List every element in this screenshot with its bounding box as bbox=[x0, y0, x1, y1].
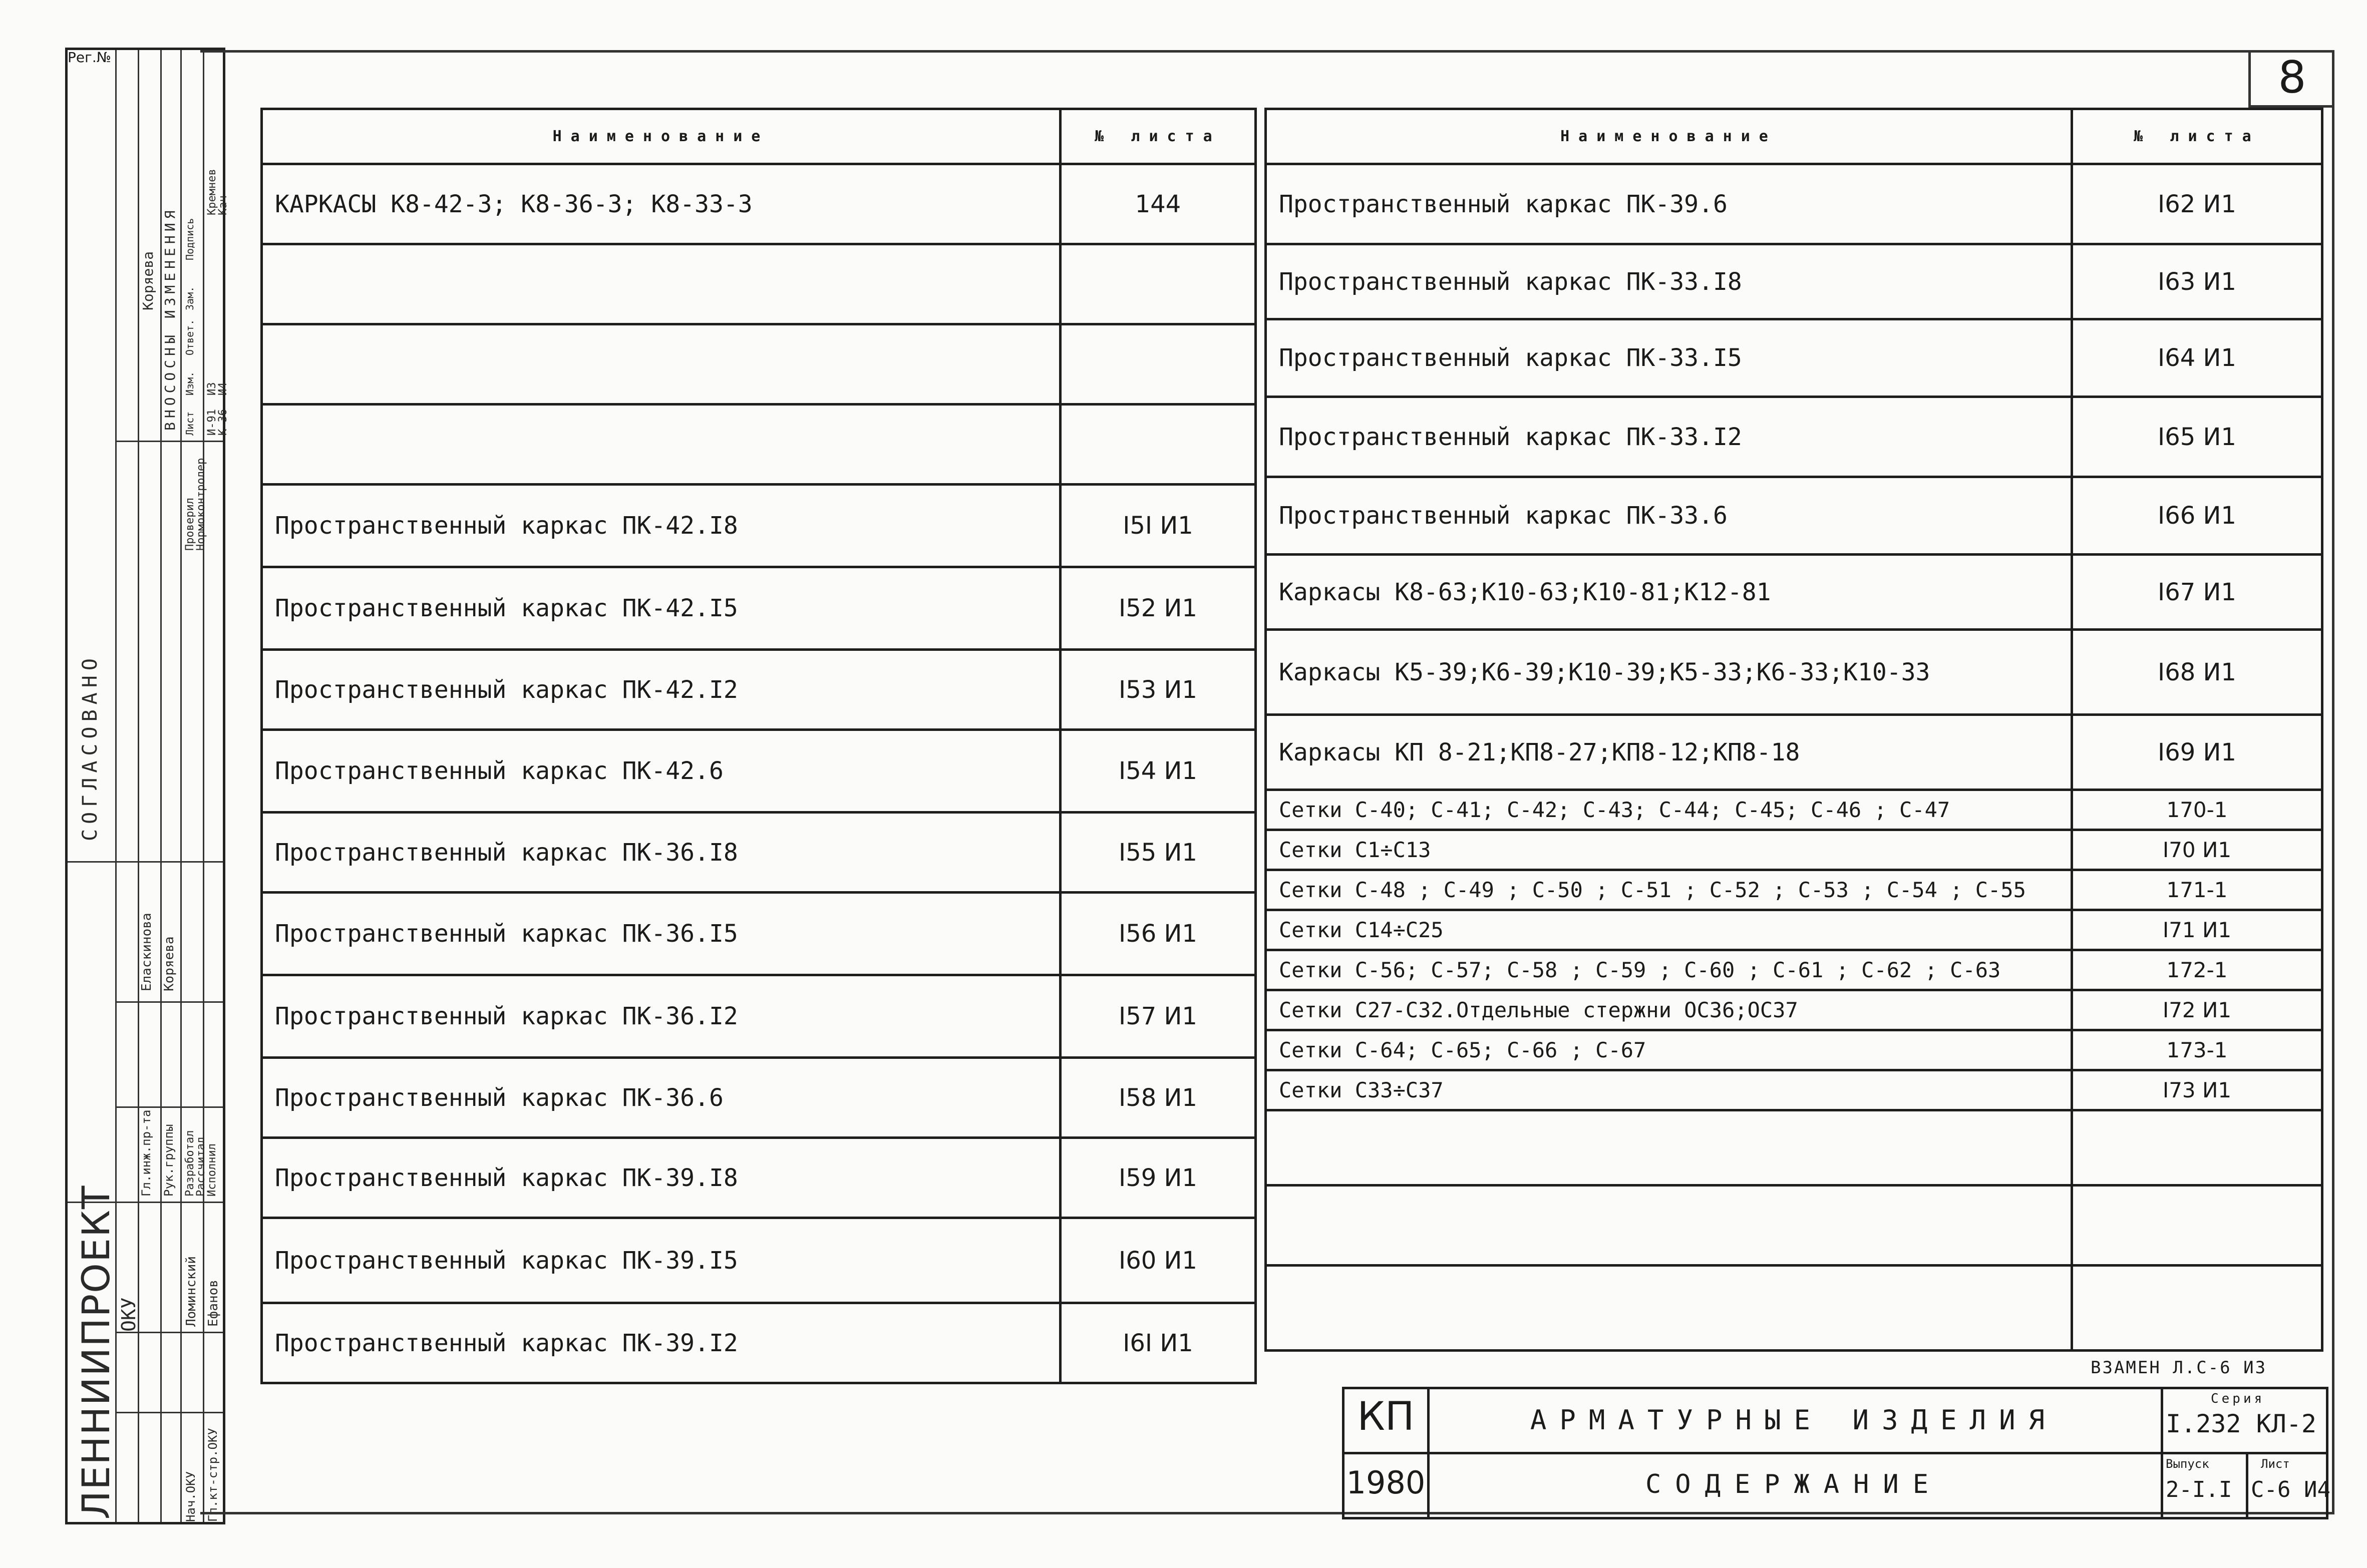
page-number: 8 bbox=[2278, 52, 2306, 103]
sheet-label: Лист bbox=[2261, 1457, 2290, 1471]
role-executor: Исполнил bbox=[206, 1143, 218, 1197]
checked-by: Коряева bbox=[140, 251, 156, 310]
item-sheet-number: I65 И1 bbox=[2072, 397, 2322, 477]
item-name: Каркасы КП 8-21;КП8-27;КП8-12;КП8-18 bbox=[1266, 715, 2072, 790]
item-sheet-number bbox=[1061, 244, 1256, 324]
item-sheet-number: I62 И1 bbox=[2072, 164, 2322, 244]
changes-code-4: И4 bbox=[217, 382, 229, 396]
table-row bbox=[1266, 630, 2322, 715]
item-name: Каркасы К5-39;К6-39;К10-39;К5-33;К6-33;К10-33 bbox=[1266, 630, 2072, 715]
table-row bbox=[262, 1218, 1256, 1303]
table-row bbox=[262, 730, 1256, 813]
table-row bbox=[1266, 990, 2322, 1030]
item-sheet-number bbox=[1061, 324, 1256, 405]
table-row bbox=[1266, 397, 2322, 477]
changes-col-rev: Изм. bbox=[184, 371, 196, 396]
changes-col-sheet: Лист bbox=[184, 411, 196, 436]
item-sheet-number: I71 И1 bbox=[2072, 910, 2322, 950]
item-sheet-number: I53 И1 bbox=[1061, 650, 1256, 730]
name-4: Ефанов bbox=[206, 1280, 221, 1327]
item-name: Сетки С33÷С37 bbox=[1266, 1070, 2072, 1110]
issue-label: Выпуск bbox=[2166, 1457, 2209, 1471]
department-label: ОКУ bbox=[118, 1297, 140, 1332]
role-chief-engineer: Гл.инж.пр-та bbox=[139, 1109, 153, 1197]
item-name: КАРКАСЫ К8-42-3; К8-36-3; К8-33-3 bbox=[262, 164, 1061, 244]
role-dept-head: Нач.ОКУ bbox=[184, 1471, 198, 1522]
table-header-row bbox=[262, 109, 1256, 164]
item-sheet-number: I59 И1 bbox=[1061, 1138, 1256, 1218]
sheet-value: С-6 И4 bbox=[2251, 1477, 2330, 1502]
item-sheet-number: I67 И1 bbox=[2072, 555, 2322, 630]
header-sheet: № листа bbox=[2072, 109, 2322, 164]
changes-name-1: Кремнев bbox=[206, 169, 218, 215]
header-name: Наименование bbox=[1266, 109, 2072, 164]
item-sheet-number: I72 И1 bbox=[2072, 990, 2322, 1030]
registration-mark: Рег.№ bbox=[68, 49, 111, 66]
name-2: Коряева bbox=[162, 936, 177, 991]
document-title: АРМАТУРНЫЕ ИЗДЕЛИЯ bbox=[1530, 1404, 2058, 1436]
item-sheet-number: I6I И1 bbox=[1061, 1303, 1256, 1383]
item-sheet-number: I68 И1 bbox=[2072, 630, 2322, 715]
changes-label: ВНОСОСНЫ ИЗМЕНЕНИЯ bbox=[162, 206, 178, 431]
item-name: Пространственный каркас ПК-33.I8 bbox=[1266, 244, 2072, 319]
item-name: Пространственный каркас ПК-39.I5 bbox=[262, 1218, 1061, 1303]
issue-value: 2-I.I bbox=[2166, 1477, 2232, 1502]
table-row bbox=[262, 485, 1256, 567]
role-group-lead: Рук.группы bbox=[162, 1124, 176, 1197]
table-row bbox=[1266, 1110, 2322, 1186]
header-sheet: № листа bbox=[1061, 109, 1256, 164]
item-name: Пространственный каркас ПК-39.I8 bbox=[262, 1138, 1061, 1218]
table-row bbox=[262, 244, 1256, 324]
item-name: Пространственный каркас ПК-36.6 bbox=[262, 1058, 1061, 1138]
item-sheet-number: I70 И1 bbox=[2072, 830, 2322, 870]
item-sheet-number: I57 И1 bbox=[1061, 975, 1256, 1058]
role-calculator: Рассчитал bbox=[195, 1136, 207, 1197]
table-row bbox=[262, 567, 1256, 650]
item-name bbox=[1266, 1110, 2072, 1186]
table-row bbox=[262, 405, 1256, 485]
role-chief-designer: Гл.кт-стр.ОКУ bbox=[206, 1428, 220, 1522]
table-row bbox=[262, 164, 1256, 244]
table-row bbox=[1266, 715, 2322, 790]
table-row bbox=[1266, 555, 2322, 630]
item-name: Пространственный каркас ПК-36.I5 bbox=[262, 893, 1061, 975]
contents-table-left bbox=[260, 108, 1257, 1384]
item-name: Каркасы К8-63;К10-63;К10-81;К12-81 bbox=[1266, 555, 2072, 630]
table-row bbox=[262, 324, 1256, 405]
item-name bbox=[262, 405, 1061, 485]
table-row bbox=[1266, 319, 2322, 397]
changes-code-2: К-36 bbox=[217, 409, 229, 436]
item-name: Пространственный каркас ПК-33.I5 bbox=[1266, 319, 2072, 397]
item-name: Пространственный каркас ПК-42.I5 bbox=[262, 567, 1061, 650]
role-norm-control: Нормоконтролер bbox=[195, 458, 207, 551]
table-row bbox=[1266, 1030, 2322, 1070]
series-value: I.232 КЛ-2 bbox=[2166, 1409, 2317, 1438]
table-row bbox=[1266, 910, 2322, 950]
item-name bbox=[262, 244, 1061, 324]
item-name: Пространственный каркас ПК-33.6 bbox=[1266, 477, 2072, 555]
name-1: Еласкинова bbox=[139, 913, 154, 991]
item-sheet-number: I63 И1 bbox=[2072, 244, 2322, 319]
organization-name: ЛЕННИИПРОЕКТ bbox=[74, 1185, 118, 1519]
table-row bbox=[262, 650, 1256, 730]
table-row bbox=[1266, 790, 2322, 830]
changes-col-sign: Подпись bbox=[184, 218, 196, 260]
table-row bbox=[1266, 950, 2322, 990]
item-name: Пространственный каркас ПК-42.I2 bbox=[262, 650, 1061, 730]
item-sheet-number: I69 И1 bbox=[2072, 715, 2322, 790]
changes-code-3: ИЗ bbox=[206, 382, 218, 396]
item-name: Пространственный каркас ПК-36.I8 bbox=[262, 813, 1061, 893]
table-row bbox=[1266, 830, 2322, 870]
item-sheet-number bbox=[2072, 1186, 2322, 1266]
document-subtitle: СОДЕРЖАНИЕ bbox=[1645, 1469, 1943, 1499]
table-row bbox=[262, 975, 1256, 1058]
contents-table-right bbox=[1264, 108, 2323, 1352]
table-row bbox=[1266, 870, 2322, 910]
item-sheet-number: I73 И1 bbox=[2072, 1070, 2322, 1110]
agreed-label: СОГЛАСОВАНО bbox=[79, 653, 102, 841]
item-sheet-number: I55 И1 bbox=[1061, 813, 1256, 893]
replaces-note: ВЗАМЕН Л.С-6 И3 bbox=[2091, 1358, 2267, 1378]
item-name bbox=[1266, 1186, 2072, 1266]
table-row bbox=[1266, 244, 2322, 319]
item-sheet-number: 144 bbox=[1061, 164, 1256, 244]
item-sheet-number bbox=[1061, 405, 1256, 485]
item-name: Сетки С27-С32.Отдельные стержни ОС36;ОС37 bbox=[1266, 990, 2072, 1030]
item-name: Пространственный каркас ПК-42.6 bbox=[262, 730, 1061, 813]
item-sheet-number: I60 И1 bbox=[1061, 1218, 1256, 1303]
item-name bbox=[1266, 1266, 2072, 1351]
item-sheet-number: I58 И1 bbox=[1061, 1058, 1256, 1138]
series-label: Серия bbox=[2211, 1391, 2265, 1406]
table-row bbox=[262, 1303, 1256, 1383]
table-row bbox=[1266, 477, 2322, 555]
role-checker: Проверил bbox=[184, 498, 196, 551]
item-name: Сетки С14÷С25 bbox=[1266, 910, 2072, 950]
item-sheet-number: 170-1 bbox=[2072, 790, 2322, 830]
item-name: Пространственный каркас ПК-39.6 bbox=[1266, 164, 2072, 244]
table-row bbox=[1266, 164, 2322, 244]
item-name bbox=[262, 324, 1061, 405]
role-developer: Разработал bbox=[184, 1130, 196, 1197]
changes-col-resp: Ответ. bbox=[184, 319, 196, 355]
item-sheet-number: I54 И1 bbox=[1061, 730, 1256, 813]
table-row bbox=[262, 893, 1256, 975]
page-number-box bbox=[2248, 50, 2333, 108]
item-sheet-number: 172-1 bbox=[2072, 950, 2322, 990]
item-sheet-number: I66 И1 bbox=[2072, 477, 2322, 555]
item-name: Пространственный каркас ПК-39.I2 bbox=[262, 1303, 1061, 1383]
drawing-code: КП bbox=[1357, 1394, 1415, 1439]
item-sheet-number: 173-1 bbox=[2072, 1030, 2322, 1070]
title-block bbox=[1342, 1387, 2328, 1519]
changes-name-2: Кач bbox=[217, 195, 229, 215]
table-header-row bbox=[1266, 109, 2322, 164]
name-3: Ломинский bbox=[184, 1256, 199, 1327]
changes-col-repl: Зам. bbox=[184, 286, 196, 310]
table-row bbox=[262, 1058, 1256, 1138]
header-name: Наименование bbox=[262, 109, 1061, 164]
drawing-year: 1980 bbox=[1346, 1464, 1426, 1501]
item-sheet-number: I5I И1 bbox=[1061, 485, 1256, 567]
item-sheet-number: I52 И1 bbox=[1061, 567, 1256, 650]
table-row bbox=[262, 813, 1256, 893]
item-sheet-number bbox=[2072, 1266, 2322, 1351]
item-name: Сетки С1÷С13 bbox=[1266, 830, 2072, 870]
item-name: Сетки С-40; С-41; С-42; С-43; С-44; С-45; С-46 ; С-47 bbox=[1266, 790, 2072, 830]
item-sheet-number: 171-1 bbox=[2072, 870, 2322, 910]
item-sheet-number: I56 И1 bbox=[1061, 893, 1256, 975]
table-row bbox=[1266, 1266, 2322, 1351]
item-sheet-number bbox=[2072, 1110, 2322, 1186]
table-row bbox=[1266, 1186, 2322, 1266]
item-name: Пространственный каркас ПК-36.I2 bbox=[262, 975, 1061, 1058]
table-row bbox=[1266, 1070, 2322, 1110]
changes-code-1: И-91 bbox=[206, 409, 218, 436]
item-name: Сетки С-56; С-57; С-58 ; С-59 ; С-60 ; С-61 ; С-62 ; С-63 bbox=[1266, 950, 2072, 990]
table-row bbox=[262, 1138, 1256, 1218]
item-sheet-number: I64 И1 bbox=[2072, 319, 2322, 397]
item-name: Сетки С-64; С-65; С-66 ; С-67 bbox=[1266, 1030, 2072, 1070]
item-name: Пространственный каркас ПК-33.I2 bbox=[1266, 397, 2072, 477]
item-name: Сетки С-48 ; С-49 ; С-50 ; С-51 ; С-52 ; С-53 ; С-54 ; С-55 bbox=[1266, 870, 2072, 910]
item-name: Пространственный каркас ПК-42.I8 bbox=[262, 485, 1061, 567]
